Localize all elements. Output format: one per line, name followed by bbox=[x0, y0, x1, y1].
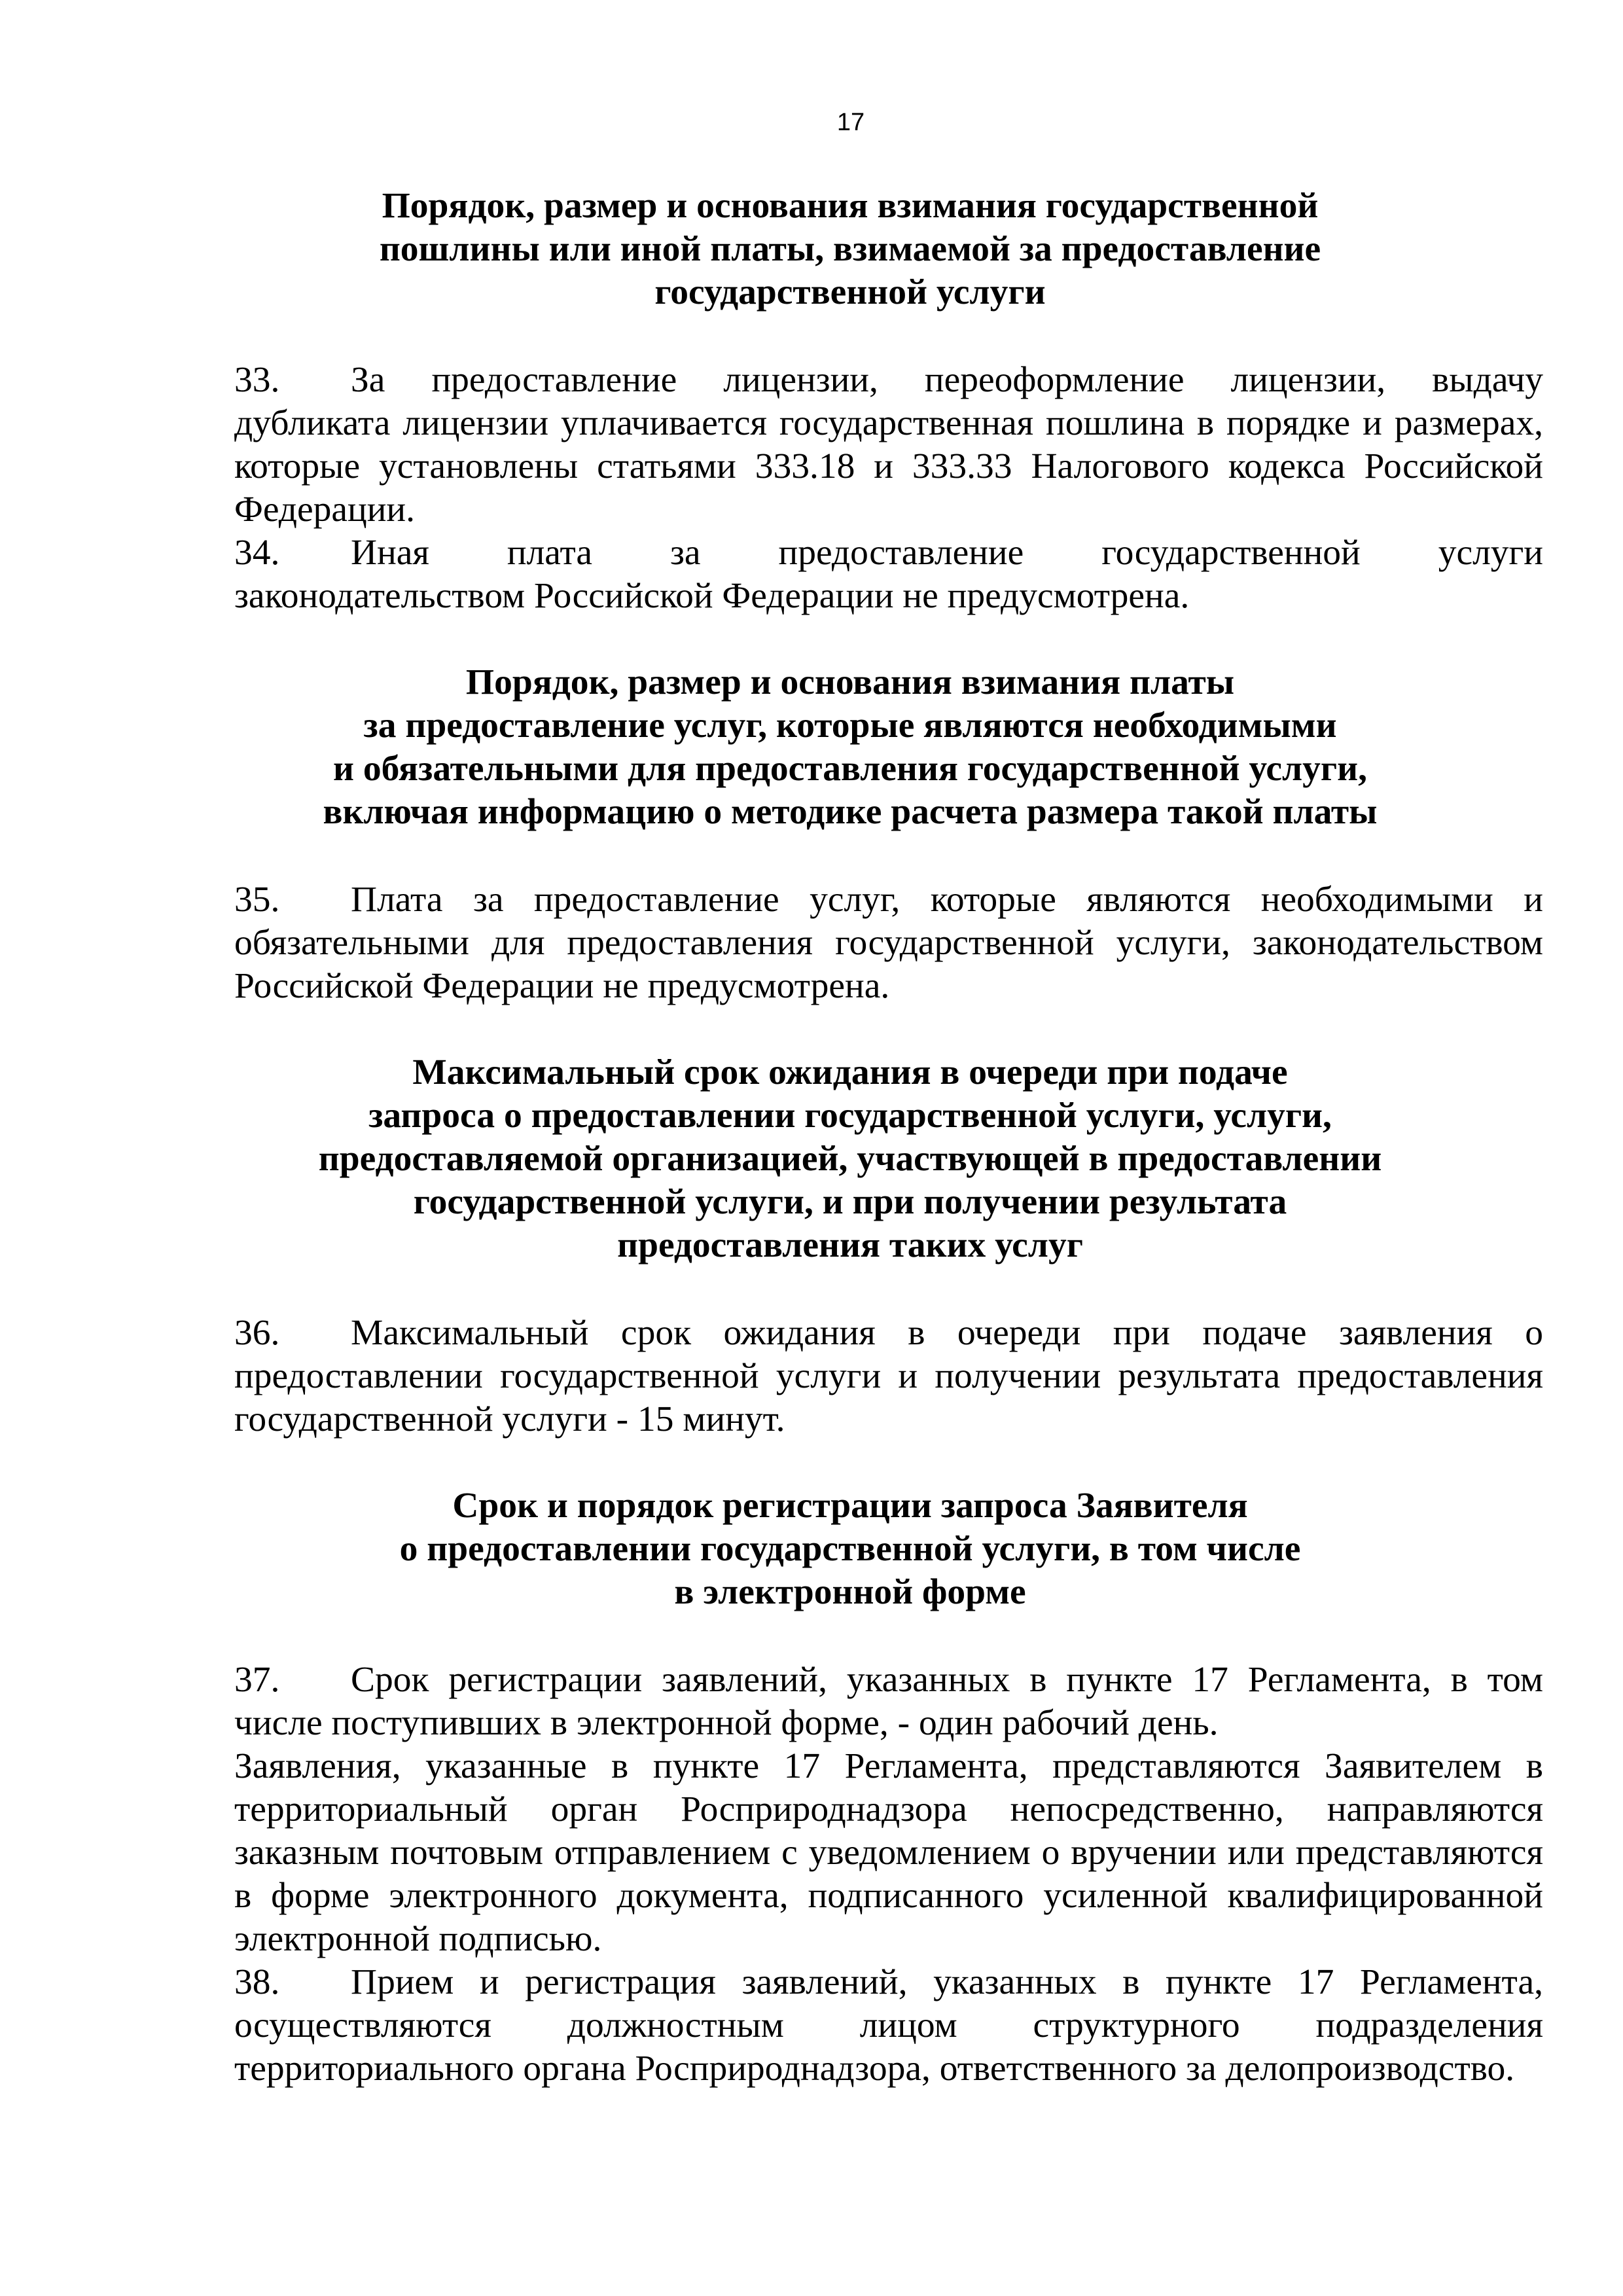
paragraph-35 bbox=[157, 878, 1543, 1008]
paragraph-line: заказным почтовым отправлением с уведомлением о вручении или представляются bbox=[234, 1833, 1543, 1873]
paragraph-line: предоставлении государственной услуги и получении результата предоставления bbox=[234, 1356, 1543, 1396]
section-heading-queue-time bbox=[157, 1051, 1543, 1267]
document-body bbox=[157, 185, 1543, 2090]
heading-line: включая информацию о методике расчета размера такой платы bbox=[323, 792, 1378, 832]
heading-line: и обязательными для предоставления государственной услуги, bbox=[333, 749, 1367, 789]
paragraph-line: осуществляются должностным лицом структурного подразделения bbox=[234, 2005, 1543, 2045]
heading-line: Порядок, размер и основания взимания государственной bbox=[382, 186, 1319, 226]
paragraph-line: Заявления, указанные в пункте 17 Регламента, представляются Заявителем в bbox=[234, 1746, 1543, 1786]
heading-line: предоставления таких услуг bbox=[617, 1225, 1083, 1265]
paragraph-37-continued bbox=[157, 1745, 1543, 1961]
paragraph-number: 35. bbox=[234, 880, 280, 920]
paragraph-number: 37. bbox=[234, 1660, 280, 1700]
paragraph-number: 38. bbox=[234, 1962, 280, 2002]
page-number: 17 bbox=[836, 109, 865, 136]
paragraph-line: 33. За предоставление лицензии, переоформление лицензии, выдачу bbox=[157, 359, 1543, 402]
heading-line: Срок и порядок регистрации запроса Заявителя bbox=[452, 1486, 1248, 1526]
paragraph-line: числе поступивших в электронной форме, - один рабочий день. bbox=[234, 1703, 1219, 1743]
heading-line: о предоставлении государственной услуги, в том числе bbox=[399, 1529, 1301, 1569]
heading-line: в электронной форме bbox=[674, 1572, 1026, 1612]
paragraph-number: 34. bbox=[234, 533, 280, 573]
heading-line: Максимальный срок ожидания в очереди при подаче bbox=[412, 1052, 1288, 1092]
paragraph-line: законодательством Российской Федерации не предусмотрена. bbox=[234, 576, 1190, 616]
paragraph-37 bbox=[157, 1659, 1543, 1745]
heading-line: за предоставление услуг, которые являются необходимыми bbox=[363, 706, 1337, 745]
paragraph-line: которые установлены статьями 333.18 и 333.33 Налогового кодекса Российской bbox=[234, 446, 1543, 486]
paragraph-38 bbox=[157, 1961, 1543, 2090]
paragraph-line: 34. Иная плата за предоставление государственной услуги bbox=[157, 531, 1543, 575]
heading-line: предоставляемой организацией, участвующей в предоставлении bbox=[318, 1139, 1382, 1179]
heading-line: запроса о предоставлении государственной услуги, услуги, bbox=[368, 1096, 1332, 1136]
section-heading-service-fees bbox=[157, 661, 1543, 834]
paragraph-36 bbox=[157, 1312, 1543, 1441]
paragraph-line: 37. Срок регистрации заявлений, указанных в пункте 17 Регламента, в том bbox=[157, 1659, 1543, 1702]
paragraph-line: государственной услуги - 15 минут. bbox=[234, 1399, 785, 1439]
section-heading-fees bbox=[157, 185, 1543, 314]
paragraph-line: 38. Прием и регистрация заявлений, указанных в пункте 17 Регламента, bbox=[157, 1961, 1543, 2004]
paragraph-line: 36. Максимальный срок ожидания в очереди при подаче заявления о bbox=[157, 1312, 1543, 1355]
paragraph-line: 35. Плата за предоставление услуг, которые являются необходимыми и bbox=[157, 878, 1543, 922]
heading-line: государственной услуги, и при получении результата bbox=[413, 1182, 1287, 1222]
paragraph-line: в форме электронного документа, подписанного усиленной квалифицированной bbox=[234, 1876, 1543, 1916]
paragraph-number: 33. bbox=[234, 360, 280, 400]
paragraph-line: территориальный орган Росприроднадзора непосредственно, направляются bbox=[234, 1789, 1543, 1829]
paragraph-line: обязательными для предоставления государственной услуги, законодательством bbox=[234, 923, 1543, 963]
paragraph-line: территориального органа Росприроднадзора, ответственного за делопроизводство. bbox=[234, 2049, 1515, 2089]
paragraph-line: Федерации. bbox=[234, 490, 415, 529]
heading-line: государственной услуги bbox=[654, 272, 1046, 312]
paragraph-34 bbox=[157, 531, 1543, 618]
paragraph-33 bbox=[157, 359, 1543, 531]
paragraph-line: Российской Федерации не предусмотрена. bbox=[234, 966, 890, 1006]
paragraph-number: 36. bbox=[234, 1313, 280, 1353]
section-heading-registration bbox=[157, 1484, 1543, 1614]
heading-line: Порядок, размер и основания взимания платы bbox=[465, 662, 1235, 702]
paragraph-line: дубликата лицензии уплачивается государственная пошлина в порядке и размерах, bbox=[234, 403, 1543, 443]
heading-line: пошлины или иной платы, взимаемой за предоставление bbox=[379, 229, 1321, 269]
paragraph-line: электронной подписью. bbox=[234, 1919, 602, 1959]
